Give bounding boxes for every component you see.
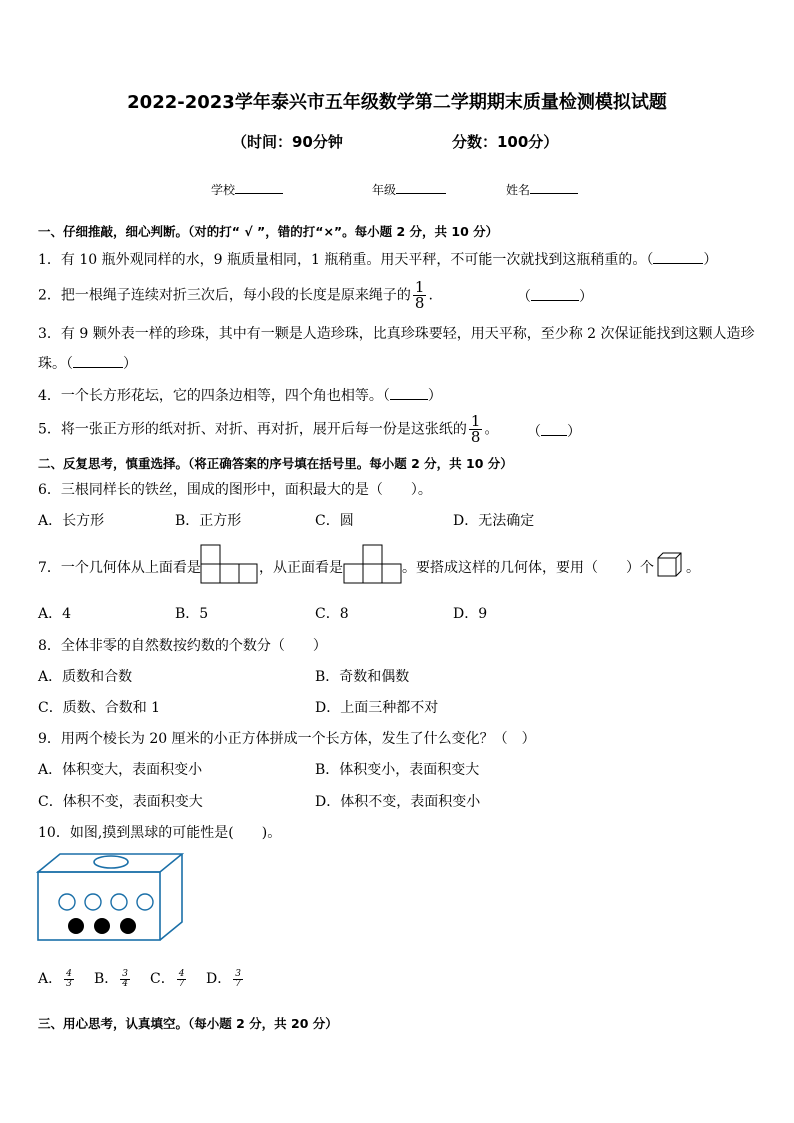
page-title: 2022-2023学年泰兴市五年级数学第二学期期末质量检测模拟试题: [127, 92, 667, 113]
exam-score: 分数：100分）: [452, 133, 559, 151]
question-3-line1: 3．有 9 颗外表一样的珍珠，其中有一颗是人造珍珠，比真珍珠要轻，用天平称，至少称 2 次保证能找到这颗人造珍: [38, 326, 755, 342]
name-blank[interactable]: [530, 181, 578, 194]
name-label: 姓名: [506, 183, 531, 197]
section3-heading: 三、用心思考，认真填空。（每小题 2 分，共 20 分）: [38, 1016, 338, 1031]
option-7c[interactable]: C．8: [315, 606, 349, 622]
option-6d[interactable]: D．无法确定: [453, 513, 535, 529]
question-7-part-a: 7．一个几何体从上面看是: [38, 560, 201, 576]
option-8d[interactable]: D．上面三种都不对: [315, 700, 439, 716]
grade-field[interactable]: [372, 181, 446, 198]
option-10a[interactable]: A． $\frac{4}{3}$: [38, 968, 72, 989]
option-6b[interactable]: B．正方形: [175, 513, 242, 529]
option-9b[interactable]: B．体积变小，表面积变大: [315, 762, 480, 778]
answer-blank-1[interactable]: [653, 251, 703, 264]
question-3-line2: 珠。（ ）: [38, 356, 137, 372]
option-7b[interactable]: B．5: [175, 606, 209, 622]
question-7-end: 。: [686, 560, 700, 576]
section2-heading: 二、反复思考，慎重选择。（将正确答案的序号填在括号里。每小题 2 分，共 10 分）: [38, 456, 513, 471]
question-7-part-b: ，从正面看是: [259, 560, 343, 576]
option-6a[interactable]: A．长方形: [38, 513, 105, 529]
top-view-figure: [200, 544, 258, 584]
grade-label: 年级: [372, 183, 397, 197]
answer-blank-4[interactable]: [390, 387, 428, 400]
question-9: 9．用两个棱长为 20 厘米的小正方体拼成一个长方体，发生了什么变化？（ ）: [38, 731, 536, 747]
question-1-text: 1．有 10 瓶外观同样的水，9 瓶质量相同，1 瓶稍重。用天平秤，不可能一次就找到这瓶稍重的。（: [38, 252, 654, 268]
question-2-text: 2．把一根绳子连续对折三次后，每小段的长度是原来绳子的: [38, 287, 411, 304]
question-2: 2．把一根绳子连续对折三次后，每小段的长度是原来绳子的 $\frac{1}{8}$ .: [38, 278, 433, 312]
section1-heading: 一、仔细推敲，细心判断。（对的打“ √ ”，错的打“×”。每小题 2 分，共 10 分）: [38, 224, 499, 239]
option-8a[interactable]: A．质数和合数: [38, 669, 133, 685]
cube-icon: [657, 552, 683, 578]
option-7a[interactable]: A．4: [38, 606, 72, 622]
name-field[interactable]: [506, 181, 578, 198]
question-8: 8．全体非零的自然数按约数的个数分（ ）: [38, 638, 327, 654]
option-9d[interactable]: D．体积不变，表面积变小: [315, 794, 481, 810]
answer-paren-5: （ ）: [527, 424, 581, 440]
question-4: 4．一个长方形花坛，它的四条边相等，四个角也相等。（ ）: [38, 388, 442, 404]
question-1: [38, 249, 717, 269]
ball-box-figure: [36, 852, 184, 944]
front-view-figure: [343, 544, 403, 584]
answer-blank-2[interactable]: [531, 288, 579, 301]
question-5: 5．将一张正方形的纸对折、对折、再对折，展开后每一份是这张纸的 $\frac{1}{8}$ 。: [38, 412, 499, 446]
question-10: 10．如图,摸到黑球的可能性是( )。: [38, 825, 282, 841]
option-10d[interactable]: D． $\frac{3}{7}$: [206, 968, 241, 989]
school-blank[interactable]: [235, 181, 283, 194]
option-6c[interactable]: C．圆: [315, 513, 354, 529]
exam-time: （时间：90分钟: [232, 133, 343, 151]
question-7-part-c: 。要搭成这样的几何体，要用（ ）个: [402, 560, 654, 576]
option-10b[interactable]: B． $\frac{3}{4}$: [94, 968, 129, 989]
answer-blank-3[interactable]: [73, 355, 123, 368]
option-7d[interactable]: D．9: [453, 606, 488, 622]
black-balls: [68, 918, 136, 934]
fraction-1-8: $\frac{1}{8}$: [414, 278, 425, 312]
option-8b[interactable]: B．奇数和偶数: [315, 669, 410, 685]
fraction-1-8: $\frac{1}{8}$: [470, 412, 481, 446]
option-9c[interactable]: C．体积不变，表面积变大: [38, 794, 203, 810]
answer-paren-2: （ ）: [517, 289, 593, 305]
option-9a[interactable]: A．体积变大，表面积变小: [38, 762, 203, 778]
school-label: 学校: [211, 183, 236, 197]
question-6: 6．三根同样长的铁丝，围成的图形中，面积最大的是（ ）。: [38, 482, 432, 498]
school-field[interactable]: [211, 181, 283, 198]
white-balls: [59, 894, 153, 910]
question-1-end: ）: [703, 252, 718, 268]
answer-blank-5[interactable]: [541, 423, 567, 436]
grade-blank[interactable]: [396, 181, 446, 194]
option-8c[interactable]: C．质数、合数和 1: [38, 700, 161, 716]
option-10c[interactable]: C． $\frac{4}{7}$: [150, 968, 185, 989]
